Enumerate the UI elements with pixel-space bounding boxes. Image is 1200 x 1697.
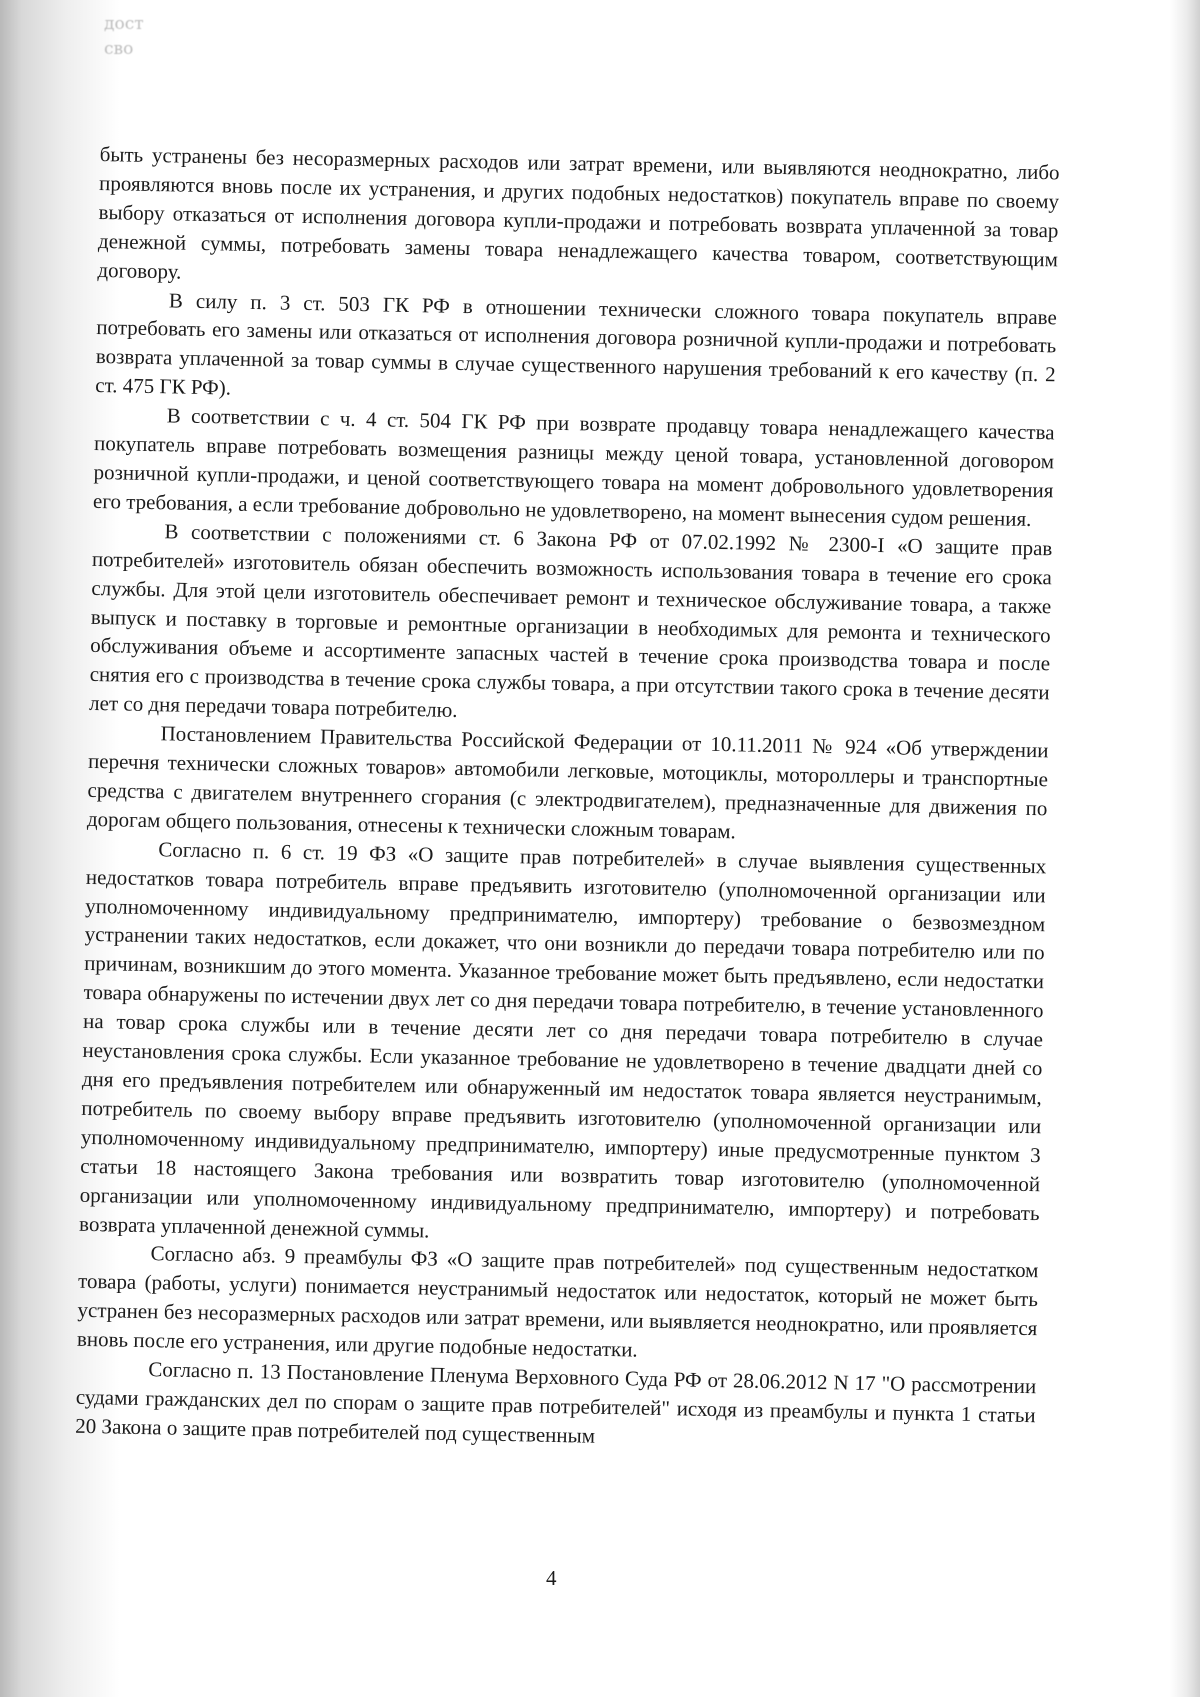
document-body (75, 140, 1060, 1459)
bleed-through-margin (104, 12, 146, 62)
paragraph-consumer-law-art19: Согласно п. 6 ст. 19 ФЗ «О защите прав потребителей» в случае выявления существенных недостатков товара потребитель вправе предъявить изготовителю (уполномоченной организации или уполномоченному индивидуальному предпринимателю, импортеру) требование о безвозмездном устранении таких недостатков, если докажет, что они возникли до передачи товара потребителю или по причинам, возникшим до этого момента. Указанное требование может быть предъявлено, если недостатки товара обнаружены по истечении двух лет со дня передачи товара потребителю, в течение установленного на товар срока службы или в течение десяти лет со дня передачи товара потребителю в случае неустановления срока службы. Если указанное требование не удовлетворено в течение двадцати дней со дня его предъявления потребителем или обнаруженный им недостаток товара является неустранимым, потребитель по своему выбору вправе предъявить изготовителю (уполномоченной организации или уполномоченному индивидуальному предпринимателю, импортеру) иные предусмотренные пунктом 3 статьи 18 настоящего Закона требования или возвратить товар изготовителю (уполномоченной организации или уполномоченному индивидуальному предпринимателю, импортеру) и потребовать возврата уплаченной денежной суммы. (78, 837, 1047, 1243)
paragraph-plenum-resolution: Согласно п. 13 Постановление Пленума Верховного Суда РФ от 28.06.2012 N 17 "О рассмотрении судами гражданских дел по спорам о защите прав потребителей" исходя из преамбулы и пункта 1 статьи 20 Закона о защите прав потребителей под существенным (75, 1357, 1037, 1448)
paragraph-consumer-law-art6: В соответствии с положениями ст. 6 Закона РФ от 07.02.1992 № 2300-I «О защите прав потребителей» изготовитель обязан обеспечить возможность использования товара в течение его срока службы. Для этой цели изготовитель обеспечивает ремонт и техническое обслуживание товара, а также выпуск и поставку в торговые и ремонтные организации в необходимых для ремонта и технического обслуживания объеме и ассортименте запасных частей в течение срока производства товара и после снятия его с производства в течение срока службы товара, а при отсутствии такого срока в течение десяти лет со дня передачи товара потребителю. (88, 519, 1053, 723)
paragraph-preamble-definition: Согласно абз. 9 преамбулы ФЗ «О защите прав потребителей» под существенным недостатком товара (работы, услуги) понимается неустранимый недостаток или недостаток, который не может быть устранен без несоразмерных расходов или затрат времени, или выявляется неоднократно, или проявляется вновь после его устранения, или другие подобные недостатки. (76, 1241, 1039, 1362)
paragraph-continuation: быть устранены без несоразмерных расходов или затрат времени, или выявляются неоднократно, либо проявляются вновь после их устранения, и других подобных недостатков) покупатель вправе по своему выбору отказаться от исполнения договора купли-продажи и потребовать возврата уплаченной за товар денежной суммы, потребовать замены товара ненадлежащего качества товаром, соответствующим договору. (97, 141, 1060, 284)
page-number: 4 (546, 1566, 557, 1590)
margin-fragment: дост (104, 14, 144, 34)
margin-fragment: сво (104, 39, 134, 59)
paragraph-government-decree-924: Постановлением Правительства Российской Федерации от 10.11.2011 № 924 «Об утверждении перечня технически сложных товаров» автомобили легковые, мотоциклы, мотороллеры и транспортные средства с двигателем внутреннего сгорания (с электродвигателем), предназначенные для движения по дорогам общего пользования, отнесены к технически сложным товарам. (86, 721, 1049, 844)
scan-shadow-right (1170, 0, 1200, 1697)
paragraph-gk-503: В силу п. 3 ст. 503 ГК РФ в отношении технически сложного товара покупатель вправе потребовать его замены или отказаться от исполнения договора розничной купли-продажи и потребовать возврата уплаченной за товар суммы в случае существенного нарушения требований к его качеству (п. 2 ст. 475 ГК РФ). (95, 287, 1058, 400)
paragraph-gk-504: В соответствии с ч. 4 ст. 504 ГК РФ при возврате продавцу товара ненадлежащего качества покупатель вправе потребовать возмещения разницы между ценой товара, установленной договором розничной купли-продажи, и ценой соответствующего товара на момент добровольного удовлетворения его требования, а если требование добровольно не удовлетворено, на момент вынесения судом решения. (92, 403, 1055, 531)
